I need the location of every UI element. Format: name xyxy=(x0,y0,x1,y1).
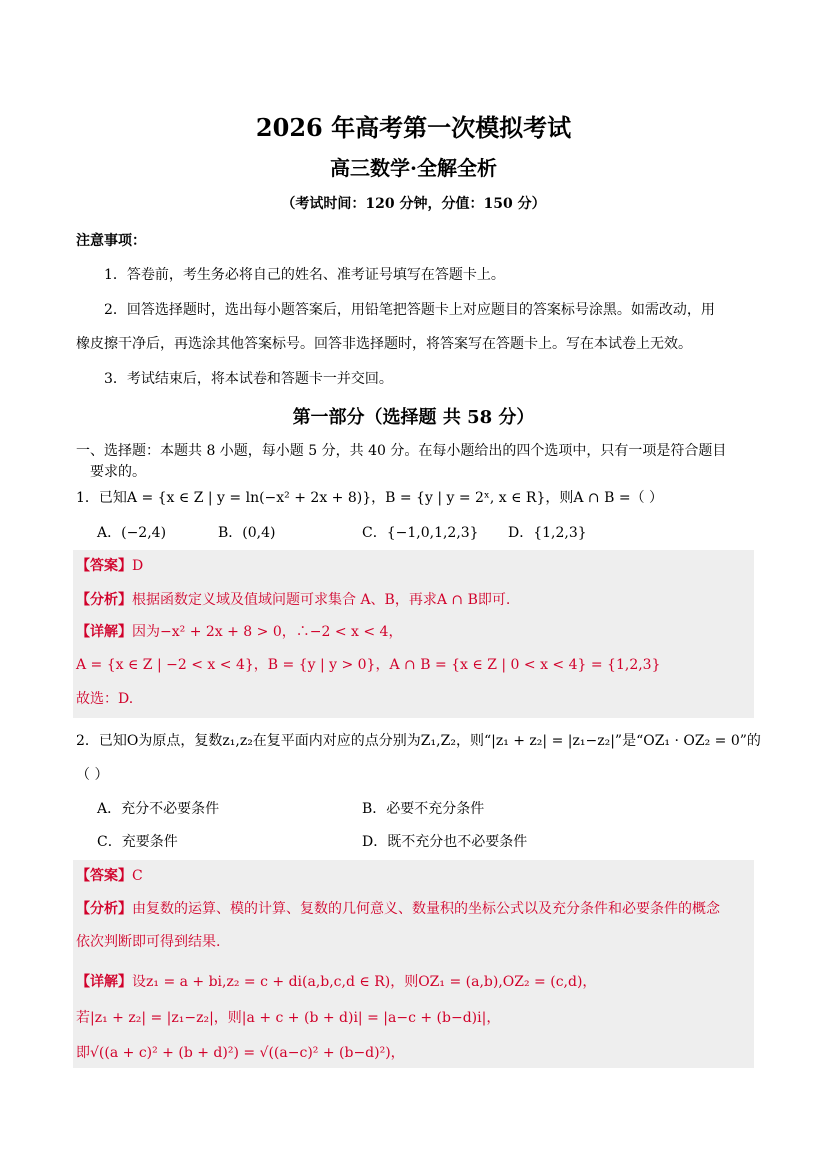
q1-detail xyxy=(76,622,402,642)
notice-item: 1．答卷前，考生务必将自己的姓名、准考证号填写在答题卡上。 xyxy=(104,267,505,283)
section-intro: 一、选择题：本题共 8 小题，每小题 5 分，共 40 分。在每小题给出的四个选项中，只有一项是符合题目 xyxy=(76,443,727,459)
answer-value: C xyxy=(132,868,143,884)
q1-option-c: C．{−1,0,1,2,3} xyxy=(362,525,479,541)
detail-label: 【详解】 xyxy=(76,624,132,640)
notice-item: 2．回答选择题时，选出每小题答案后，用铅笔把答题卡上对应题目的答案标号涂黑。如需改动，用 xyxy=(104,302,715,318)
answer-value: D xyxy=(132,558,144,574)
question-2-stem: 2．已知O为原点，复数z₁,z₂在复平面内对应的点分别为Z₁,Z₂，则“|z₁ + z₂| = |z₁−z₂|”是“OZ₁ · OZ₂ = 0”的 xyxy=(76,733,761,749)
notice-heading: 注意事项： xyxy=(76,233,146,249)
q1-option-b: B．(0,4) xyxy=(218,525,276,541)
analysis-text: 根据函数定义域及值域问题可求集合 A、B，再求A ∩ B即可. xyxy=(132,592,511,608)
q2-analysis-line: 依次判断即可得到结果. xyxy=(76,934,221,950)
answer-label: 【答案】 xyxy=(76,868,132,884)
q2-option-a: A．充分不必要条件 xyxy=(97,801,220,817)
notice-item: 橡皮擦干净后，再选涂其他答案标号。回答非选择题时，将答案写在答题卡上。写在本试卷上无效。 xyxy=(76,336,692,352)
q1-analysis xyxy=(76,590,510,610)
q1-option-a: A．(−2,4) xyxy=(97,525,167,541)
q2-option-b: B．必要不充分条件 xyxy=(362,801,485,817)
answer-label: 【答案】 xyxy=(76,558,132,574)
q2-solution-box xyxy=(73,860,754,1068)
exam-title: 2026 年高考第一次模拟考试 xyxy=(255,113,572,142)
analysis-label: 【分析】 xyxy=(76,901,132,917)
q2-answer xyxy=(76,866,143,886)
q2-detail-line: 若|z₁ + z₂| = |z₁−z₂|，则|a + c + (b + d)i| = |a−c + (b−d)i|， xyxy=(76,1010,501,1026)
q1-conclusion: 故选：D. xyxy=(76,691,134,707)
question-2-stem: （ ） xyxy=(76,767,109,783)
q2-detail-line: 即√((a + c)² + (b + d)²) = √((a−c)² + (b−d)²)， xyxy=(76,1045,405,1061)
exam-info: （考试时间：120 分钟，分值：150 分） xyxy=(281,196,546,212)
exam-subtitle: 高三数学·全解全析 xyxy=(330,156,497,180)
q1-answer xyxy=(76,556,143,576)
q2-option-c: C．充要条件 xyxy=(97,834,178,850)
detail-text: 设z₁ = a + bi,z₂ = c + di(a,b,c,d ∈ R)，则OZ₁ = (a,b),OZ₂ = (c,d)， xyxy=(132,974,597,990)
q2-option-d: D．既不充分也不必要条件 xyxy=(362,834,528,850)
q2-detail xyxy=(76,972,596,992)
detail-label: 【详解】 xyxy=(76,974,132,990)
question-1-stem: 1．已知A = {x ∈ Z | y = ln(−x² + 2x + 8)}，B = {y | y = 2ˣ, x ∈ R}，则A ∩ B =（ ） xyxy=(76,490,664,506)
q2-analysis xyxy=(76,899,720,919)
analysis-label: 【分析】 xyxy=(76,592,132,608)
q1-option-d: D．{1,2,3} xyxy=(508,525,587,541)
section-title: 第一部分（选择题 共 58 分） xyxy=(292,407,535,428)
detail-text: 因为−x² + 2x + 8 > 0，∴−2 < x < 4， xyxy=(132,624,403,640)
q1-detail-line: A = {x ∈ Z | −2 < x < 4}，B = {y | y > 0}，A ∩ B = {x ∈ Z | 0 < x < 4} = {1,2,3} xyxy=(76,657,661,673)
notice-item: 3．考试结束后，将本试卷和答题卡一并交回。 xyxy=(104,371,393,387)
analysis-text: 由复数的运算、模的计算、复数的几何意义、数量积的坐标公式以及充分条件和必要条件的概念 xyxy=(132,901,720,917)
section-intro: 要求的。 xyxy=(90,464,146,480)
